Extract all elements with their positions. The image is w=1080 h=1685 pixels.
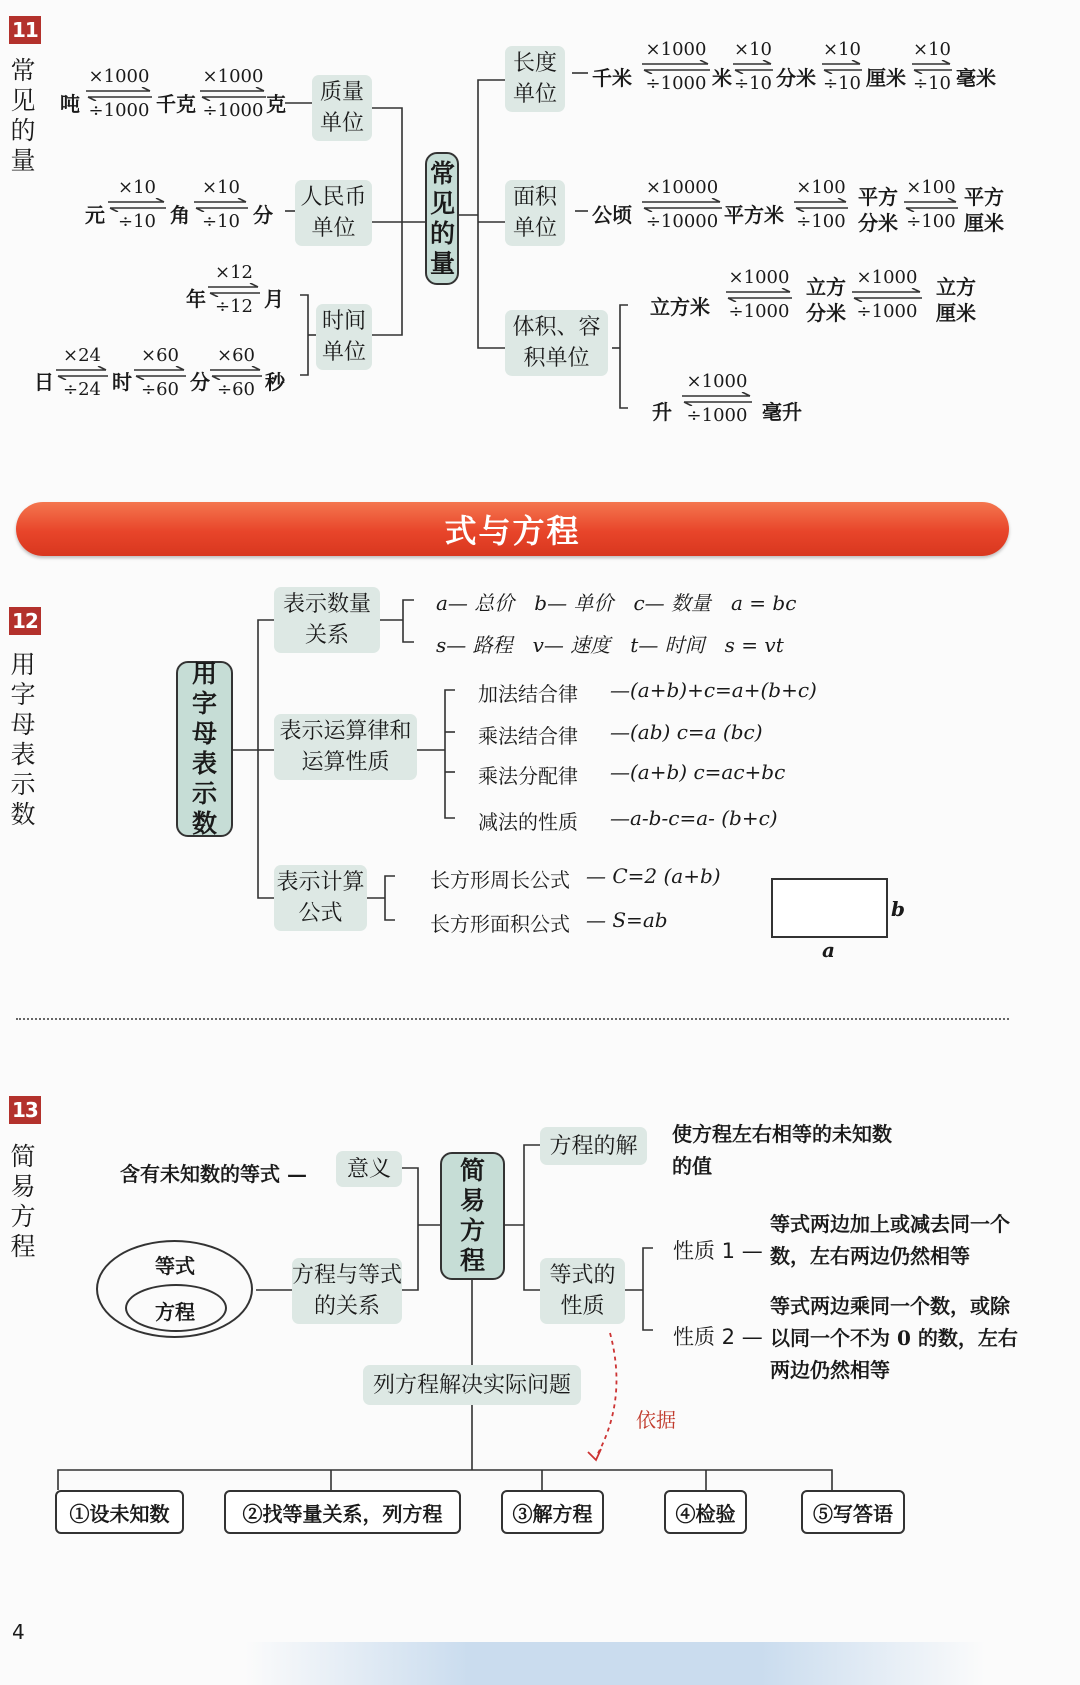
center-node-simple-equations: 简易方程 (440, 1152, 505, 1280)
unit-yuan: 元 (85, 203, 105, 227)
step-1-set-unknown: ①设未知数 (55, 1490, 184, 1534)
unit-fen: 分 (253, 203, 273, 227)
section-number-13: 13 (9, 1096, 41, 1124)
double-arrow-icon (902, 198, 960, 212)
divide-label: ÷1000 (686, 405, 748, 426)
conversion-sqdm-sqcm (902, 178, 960, 232)
law-formula-distributive: —(a+b) c=ac+bc (610, 760, 786, 784)
unit-milliliter: 毫升 (762, 400, 802, 424)
label-equation: 方程 (155, 1300, 195, 1324)
node-equality-properties: 等式的性质 (540, 1258, 625, 1324)
multiply-label: ×1000 (728, 267, 790, 288)
node-equation-solution: 方程的解 (540, 1127, 647, 1165)
node-time-units: 时间单位 (316, 304, 372, 370)
unit-cubic-m: 立方米 (650, 295, 710, 319)
node-formulas: 表示计算公式 (274, 865, 367, 931)
law-name-distributive: 乘法分配律 (478, 764, 578, 788)
property-1-text: 等式两边加上或减去同一个数，左右两边仍然相等 (770, 1212, 1010, 1268)
double-arrow-icon (640, 60, 712, 74)
conversion-sqm-sqdm (792, 178, 850, 232)
divide-label: ÷10 (734, 73, 772, 94)
conversion-m-dm (731, 40, 775, 94)
node-quantity-relations: 表示数量关系 (274, 587, 380, 653)
page-number: 4 (12, 1620, 25, 1644)
conversion-jiao-fen (192, 178, 250, 232)
law-formula-subtraction: —a-b-c=a- (b+c) (610, 806, 778, 830)
divide-label: ÷60 (141, 379, 179, 400)
step-2-find-relation: ②找等量关系，列方程 (224, 1490, 461, 1534)
double-arrow-icon (192, 198, 250, 212)
relation-distance: s— 路程 v— 速度 t— 时间 s = vt (436, 633, 784, 657)
double-arrow-icon (208, 366, 264, 380)
rectangle-figure (771, 878, 888, 938)
property-2-text: 等式两边乘同一个数，或除以同一个不为 0 的数，左右两边仍然相等 (770, 1294, 1018, 1382)
divide-label: ÷12 (215, 296, 253, 317)
property-1-label: 性质 1 — (673, 1239, 763, 1263)
divide-label: ÷1000 (645, 73, 707, 94)
step-5-write-answer: ⑤写答语 (801, 1490, 905, 1534)
unit-cm: 厘米 (866, 66, 906, 90)
multiply-label: ×10 (202, 177, 240, 198)
conversion-cubdm-cubcm (850, 268, 924, 322)
formula-area: — S=ab (586, 908, 668, 932)
node-meaning: 意义 (336, 1151, 402, 1187)
multiply-label: ×100 (906, 177, 956, 198)
conversion-ton-kg (84, 67, 154, 121)
node-length-units: 长度单位 (505, 46, 565, 112)
double-arrow-icon (850, 288, 924, 302)
formula-name-perimeter: 长方形周长公式 (430, 868, 570, 892)
node-area-units: 面积单位 (505, 180, 565, 246)
multiply-label: ×10 (118, 177, 156, 198)
unit-gram: 克 (266, 92, 286, 116)
law-formula-add-assoc: —(a+b)+c=a+(b+c) (610, 678, 817, 702)
section-title-11: 常见的量 (10, 56, 36, 175)
unit-m: 米 (712, 66, 732, 90)
conversion-hectare-sqm (640, 178, 724, 232)
conversion-hour-minute (132, 346, 188, 400)
divide-label: ÷24 (63, 379, 101, 400)
multiply-label: ×60 (217, 345, 255, 366)
law-name-add-assoc: 加法结合律 (478, 682, 578, 706)
double-arrow-icon (132, 366, 188, 380)
divide-label: ÷60 (217, 379, 255, 400)
section-title-12: 用字母表示数 (10, 650, 36, 829)
divide-label: ÷1000 (88, 100, 150, 121)
conversion-day-hour (54, 346, 110, 400)
conversion-cubm-cubdm (724, 268, 794, 322)
step-4-check: ④检验 (664, 1490, 747, 1534)
relation-price: a— 总价 b— 单价 c— 数量 a = bc (436, 591, 797, 615)
unit-cubic-cm: 立方厘米 (936, 275, 976, 325)
double-arrow-icon (54, 366, 110, 380)
unit-sq-cm: 平方厘米 (964, 185, 1004, 235)
rectangle-label-a: a (822, 938, 835, 962)
chapter-title: 式与方程 (444, 512, 581, 550)
double-arrow-icon (640, 198, 724, 212)
divide-label: ÷100 (796, 211, 846, 232)
double-arrow-icon (198, 87, 268, 101)
double-arrow-icon (84, 87, 154, 101)
divide-label: ÷1000 (202, 100, 264, 121)
formula-name-area: 长方形面积公式 (430, 912, 570, 936)
divide-label: ÷1000 (856, 301, 918, 322)
section-number-11: 11 (9, 16, 41, 44)
step-3-solve-equation: ③解方程 (501, 1490, 604, 1534)
double-arrow-icon (206, 283, 262, 297)
node-volume-units: 体积、容积单位 (505, 310, 608, 376)
law-name-mul-assoc: 乘法结合律 (478, 724, 578, 748)
unit-second: 秒 (265, 370, 285, 394)
unit-minute: 分 (190, 370, 210, 394)
double-arrow-icon (724, 288, 794, 302)
multiply-label: ×12 (215, 262, 253, 283)
multiply-label: ×100 (796, 177, 846, 198)
multiply-label: ×1000 (686, 371, 748, 392)
double-arrow-icon (680, 392, 754, 406)
conversion-minute-second (208, 346, 264, 400)
multiply-label: ×10 (823, 39, 861, 60)
node-mass-units: 质量单位 (312, 75, 372, 141)
node-rmb-units: 人民币单位 (295, 180, 372, 246)
multiply-label: ×10 (913, 39, 951, 60)
double-arrow-icon (106, 198, 168, 212)
divide-label: ÷10 (202, 211, 240, 232)
unit-liter: 升 (652, 400, 672, 424)
meaning-text: 含有未知数的等式 — (120, 1162, 307, 1186)
multiply-label: ×1000 (645, 39, 707, 60)
double-arrow-icon (820, 60, 864, 74)
multiply-label: ×60 (141, 345, 179, 366)
section-title-13: 简易方程 (10, 1142, 36, 1261)
multiply-label: ×1000 (88, 66, 150, 87)
multiply-label: ×1000 (856, 267, 918, 288)
unit-year: 年 (186, 287, 206, 311)
unit-sq-m: 平方米 (724, 203, 784, 227)
divide-label: ÷10 (913, 73, 951, 94)
double-arrow-icon (910, 60, 954, 74)
law-name-subtraction: 减法的性质 (478, 810, 578, 834)
node-solve-real-problems: 列方程解决实际问题 (363, 1365, 581, 1405)
section-divider (16, 1018, 1009, 1020)
unit-km: 千米 (592, 66, 632, 90)
double-arrow-icon (731, 60, 775, 74)
multiply-label: ×10 (734, 39, 772, 60)
double-arrow-icon (792, 198, 850, 212)
label-equality: 等式 (155, 1254, 195, 1278)
formula-perimeter: — C=2 (a+b) (586, 864, 721, 888)
section-number-12: 12 (9, 607, 41, 635)
unit-ton: 吨 (60, 92, 80, 116)
chapter-banner (16, 502, 1009, 556)
node-equation-equality-relation: 方程与等式的关系 (292, 1258, 402, 1324)
unit-hour: 时 (112, 370, 132, 394)
divide-label: ÷1000 (728, 301, 790, 322)
conversion-yuan-jiao (106, 178, 168, 232)
rectangle-label-b: b (891, 897, 905, 921)
node-operation-laws: 表示运算律和运算性质 (274, 714, 417, 780)
conversion-cm-mm (910, 40, 954, 94)
law-formula-mul-assoc: —(ab) c=a (bc) (610, 720, 763, 744)
unit-day: 日 (34, 370, 54, 394)
multiply-label: ×10000 (645, 177, 719, 198)
basis-label: 依据 (636, 1408, 676, 1432)
solution-definition: 使方程左右相等的未知数的值 (672, 1122, 892, 1178)
unit-cubic-dm: 立方分米 (806, 275, 846, 325)
unit-dm: 分米 (776, 66, 816, 90)
bottom-decoration (245, 1642, 985, 1685)
divide-label: ÷10 (118, 211, 156, 232)
divide-label: ÷100 (906, 211, 956, 232)
unit-mm: 毫米 (956, 66, 996, 90)
unit-sq-dm: 平方分米 (858, 185, 898, 235)
center-node-common-quantities: 常见的量 (425, 152, 459, 285)
center-node-letters-for-numbers: 用字母表示数 (176, 661, 233, 837)
divide-label: ÷10 (823, 73, 861, 94)
conversion-year-month (206, 263, 262, 317)
divide-label: ÷10000 (645, 211, 719, 232)
property-2-label: 性质 2 — (673, 1325, 763, 1349)
unit-kilogram: 千克 (156, 92, 196, 116)
unit-hectare: 公顷 (592, 203, 632, 227)
conversion-km-m (640, 40, 712, 94)
unit-jiao: 角 (170, 203, 190, 227)
unit-month: 月 (264, 287, 284, 311)
multiply-label: ×24 (63, 345, 101, 366)
conversion-kg-g (198, 67, 268, 121)
multiply-label: ×1000 (202, 66, 264, 87)
conversion-liter-ml (680, 372, 754, 426)
conversion-dm-cm (820, 40, 864, 94)
